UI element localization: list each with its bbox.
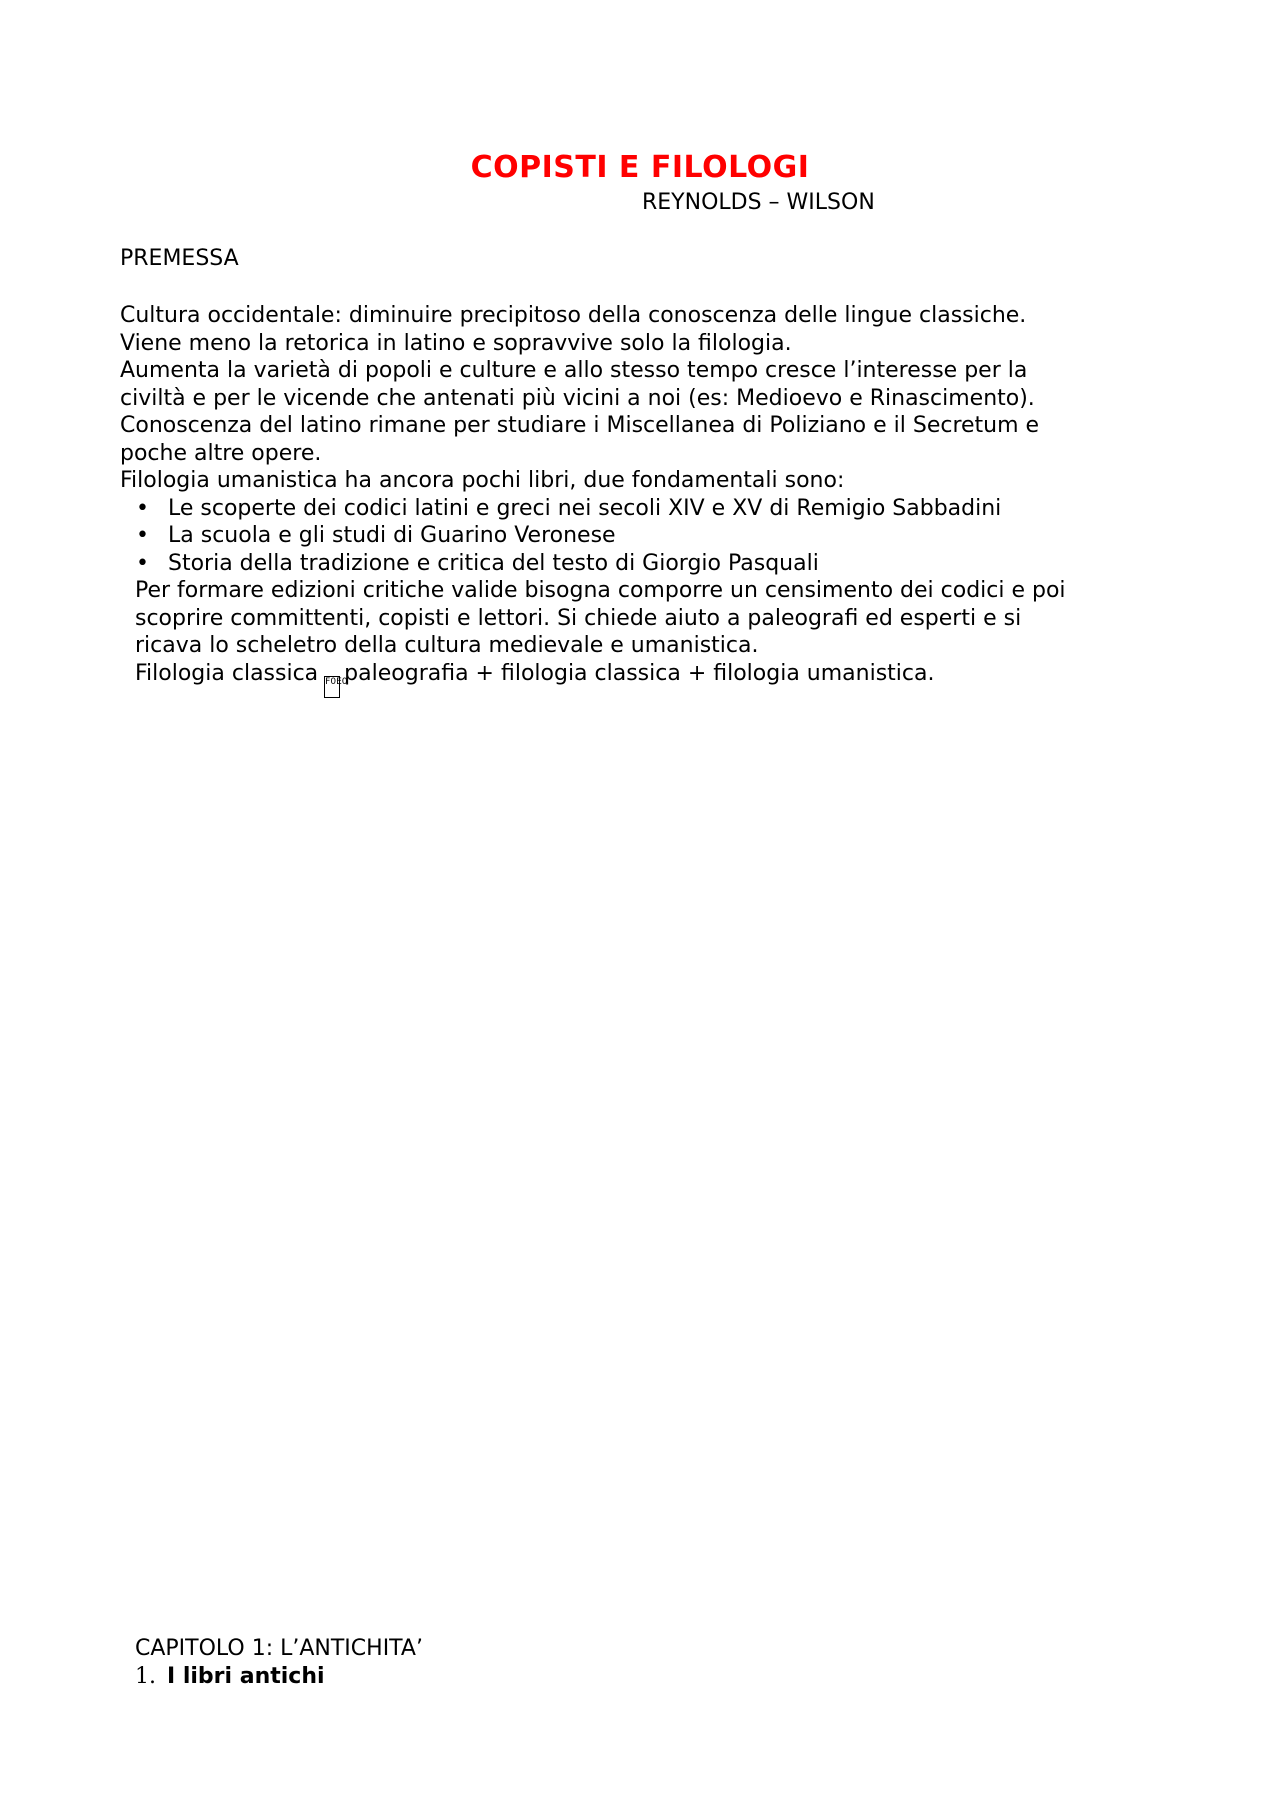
body-line: ricava lo scheletro della cultura medievale e umanistica. xyxy=(135,633,759,658)
missing-glyph-icon: F0E0 xyxy=(324,676,340,698)
list-item-text: Le scoperte dei codici latini e greci nei secoli XIV e XV di Remigio Sabbadini xyxy=(168,495,1002,521)
formula-right-text: paleografia + filologia classica + filologia umanistica. xyxy=(344,660,935,686)
premessa-body xyxy=(120,302,1160,698)
body-line: Aumenta la varietà di popoli e culture e allo stesso tempo cresce l’interesse per la xyxy=(120,358,1028,383)
body-line: civiltà e per le vicende che antenati più vicini a noi (es: Medioevo e Rinascimento). xyxy=(120,385,1035,411)
document-title: COPISTI E FILOLOGI xyxy=(470,150,810,185)
list-item xyxy=(120,550,1160,578)
body-line: scoprire committenti, copisti e lettori. Si chiede aiuto a paleografi ed esperti e si xyxy=(135,605,1022,631)
list-item-text: Storia della tradizione e critica del testo di Giorgio Pasquali xyxy=(168,550,819,576)
bullet-icon: • xyxy=(136,550,149,576)
document-authors: REYNOLDS – WILSON xyxy=(642,190,875,215)
body-line: Viene meno la retorica in latino e sopravvive solo la filologia. xyxy=(120,330,792,356)
body-line: Filologia umanistica ha ancora pochi libri, due fondamentali sono: xyxy=(120,468,845,493)
body-line: poche altre opere. xyxy=(120,440,322,466)
bullet-icon: • xyxy=(136,495,149,521)
section-heading-premessa: PREMESSA xyxy=(120,246,239,271)
chapter-list-item xyxy=(135,1664,325,1689)
body-line: Conoscenza del latino rimane per studiare i Miscellanea di Poliziano e il Secretum e xyxy=(120,413,1040,438)
list-item xyxy=(120,522,1160,550)
bullet-list xyxy=(120,495,1160,578)
list-item-text: La scuola e gli studi di Guarino Veronese xyxy=(168,523,616,548)
body-line-formula xyxy=(135,660,1160,698)
formula-left-text: Filologia classica xyxy=(135,660,319,686)
bullet-icon: • xyxy=(136,523,149,548)
body-line: Per formare edizioni critiche valide bisogna comporre un censimento dei codici e poi xyxy=(135,578,1066,603)
list-item xyxy=(120,495,1160,523)
chapter-item-title: I libri antichi xyxy=(167,1664,325,1689)
indented-paragraph xyxy=(120,577,1160,698)
chapter-heading: CAPITOLO 1: L’ANTICHITA’ xyxy=(135,1636,423,1661)
chapter-item-number: 1. xyxy=(135,1664,156,1689)
body-line: Cultura occidentale: diminuire precipitoso della conoscenza delle lingue classiche. xyxy=(120,303,1027,328)
